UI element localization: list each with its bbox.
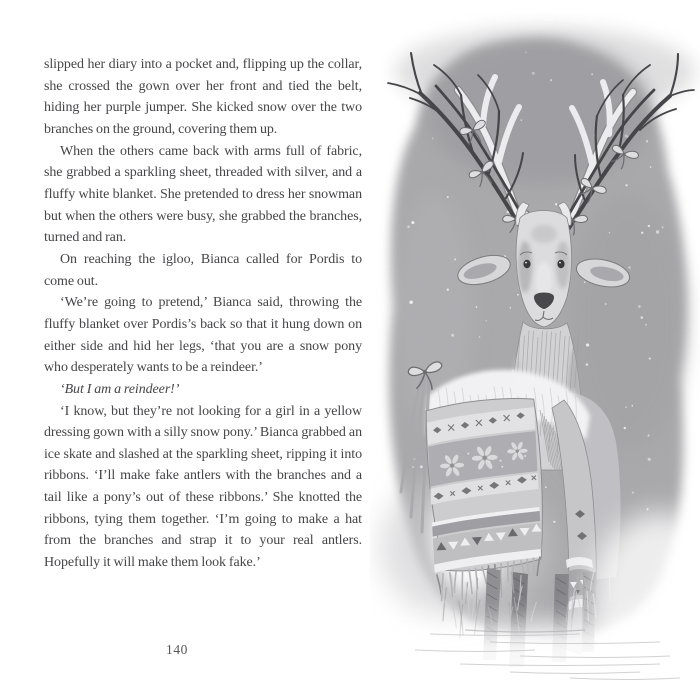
paragraph: ‘But I am a reindeer!’ <box>60 381 180 397</box>
page-number: 140 <box>165 642 189 657</box>
paragraph: slipped her diary into a pocket and, flipping up the collar, she crossed the gown over her front and tied the belt, hiding her purple jumper. She kicked snow over the two branches on the ground, covering them up. <box>44 57 362 137</box>
paragraph: On reaching the igloo, Bianca called for Pordis to come out. <box>44 251 362 289</box>
story-text-column <box>44 54 362 574</box>
reindeer-illustration <box>370 12 700 682</box>
paragraph: ‘I know, but they’re not looking for a girl in a yellow dressing gown with a silly snow pony.’ Bianca grabbed an ice skate and slashed at the sparkling sheet, ripping it into ribbons. ‘I’ll make fake antlers with the branches and a tail like a pony’s out of these ribbons.’ She knotted the ribbons, tying them together. ‘I’m going to make a hat from the branches and strap it to your real antlers. Hopefully it will make them look fake.’ <box>44 403 362 571</box>
paragraph: When the others came back with arms full of fabric, she grabbed a sparkling sheet, threaded with silver, and a fluffy white blanket. She pretended to dress her snowman but when the others were busy, she grabbed the branches, turned and ran. <box>44 143 362 246</box>
paragraph: ‘We’re going to pretend,’ Bianca said, throwing the fluffy blanket over Pordis’s back so that it hung down on either side and hid her legs, ‘that you are a snow pony who desperately wants to be a reindeer.’ <box>44 295 362 376</box>
